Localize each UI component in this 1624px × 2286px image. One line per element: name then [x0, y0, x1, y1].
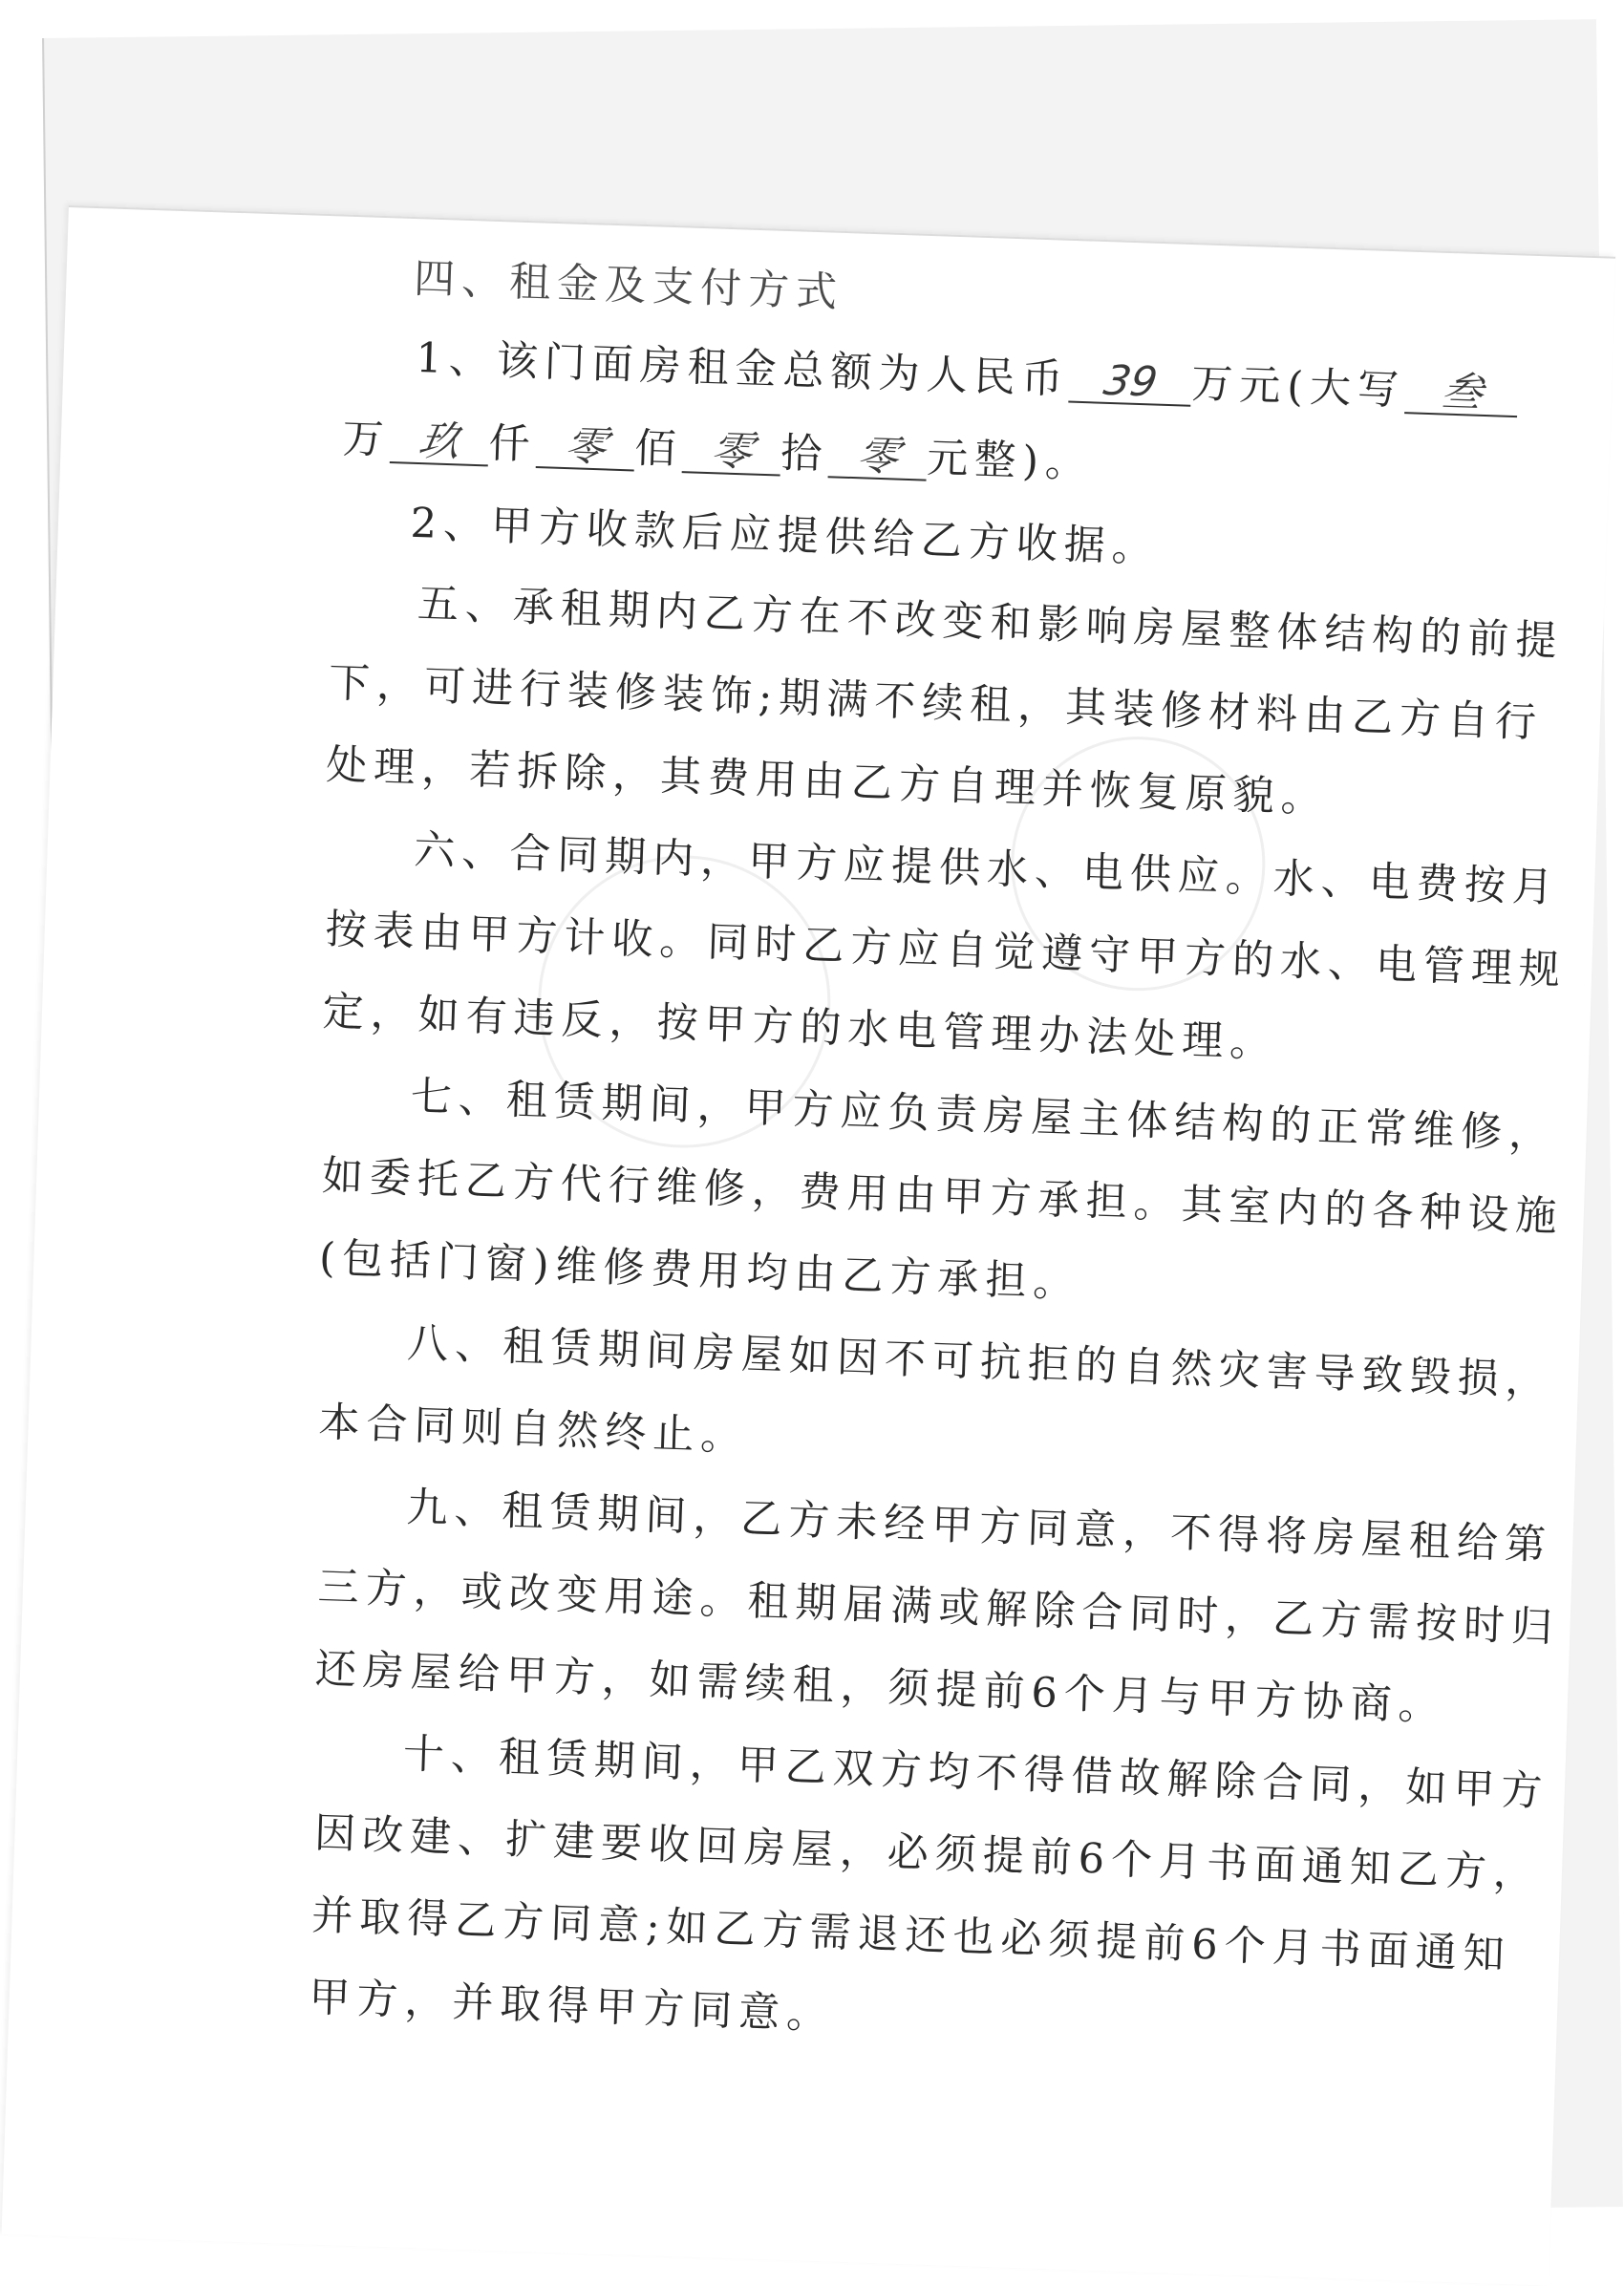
section-seven-line2: 如委托乙方代行维修，费用由甲方承担。其室内的各种设施	[321, 1152, 1565, 1242]
section-ten-line4: 甲方，并取得甲方同意。	[308, 1974, 836, 2040]
section-four-item1-line1	[416, 326, 1520, 420]
section-eight-line1: 八、租赁期间房屋如因不可抗拒的自然灾害导致毁损，	[406, 1319, 1554, 1405]
section-five-line1: 五、承租期内乙方在不改变和影响房屋整体结构的前提	[417, 580, 1565, 666]
section-nine-line3: 还房屋给甲方，如需续租，须提前6个月与甲方协商。	[314, 1645, 1447, 1731]
wan-digit: 叁	[1437, 368, 1486, 417]
qian-digit: 玖	[415, 417, 464, 467]
section-nine-line1: 九、租赁期间，乙方未经甲方同意，不得将房屋租给第	[405, 1484, 1553, 1570]
section-four-item2: 2、甲方收款后应提供给乙方收据。	[409, 499, 1161, 572]
section-seven-line1: 七、租赁期间，甲方应负责房屋主体结构的正常维修，	[410, 1073, 1558, 1159]
section-ten-line2: 因改建、扩建要收回房屋，必须提前6个月书面通知乙方，	[313, 1809, 1542, 1898]
amount-figures-field	[1069, 356, 1192, 407]
wan-digit-field	[1404, 368, 1518, 417]
section-six-line2: 按表由甲方计收。同时乙方应自觉遵守甲方的水、电管理规	[324, 906, 1568, 995]
wan-unit: 万	[341, 415, 392, 464]
yuan-digit: 零	[853, 432, 903, 481]
section-four-item1-line2	[342, 406, 1094, 489]
shi-digit-field	[682, 427, 781, 477]
section-nine-line2: 三方，或改变用途。租期届满或解除合同时，乙方需按时归	[316, 1563, 1560, 1653]
section-ten-line3: 并取得乙方同意;如乙方需退还也必须提前6个月书面通知	[310, 1891, 1512, 1979]
section-ten-line1: 十、租赁期间，甲乙双方均不得借故解除合同，如甲方	[402, 1730, 1550, 1816]
section-four-heading: 四、租金及支付方式	[413, 254, 844, 317]
section-seven-line3: (包括门窗)维修费用均由乙方承担。	[318, 1234, 1082, 1308]
yuan-digit-field	[828, 432, 928, 481]
bai-digit-field	[536, 422, 635, 472]
section-six-line3: 定，如有违反，按甲方的水电管理办法处理。	[321, 987, 1279, 1068]
bai-digit: 零	[561, 422, 610, 472]
section-five-line2: 下，可进行装修装饰;期满不续租，其装修材料由乙方自行	[328, 659, 1544, 748]
section-five-line3: 处理，若拆除，其费用由乙方自理并恢复原貌。	[325, 740, 1330, 823]
shi-digit: 零	[707, 427, 757, 477]
qian-digit-field	[390, 417, 489, 467]
item1-after-amount: 万元(大写	[1190, 359, 1406, 416]
qian-unit: 仟	[487, 419, 538, 470]
amount-figures: 39	[1100, 356, 1162, 407]
bai-unit: 佰	[633, 424, 684, 475]
section-eight-line2: 本合同则自然终止。	[317, 1399, 750, 1461]
section-six-line1: 六、合同期内，甲方应提供水、电供应。水、电费按月	[413, 826, 1561, 912]
shi-unit: 拾	[780, 429, 830, 480]
item1-prefix: 1、该门面房租金总额为人民币	[415, 333, 1071, 404]
item1-suffix: 元整)。	[926, 434, 1094, 488]
